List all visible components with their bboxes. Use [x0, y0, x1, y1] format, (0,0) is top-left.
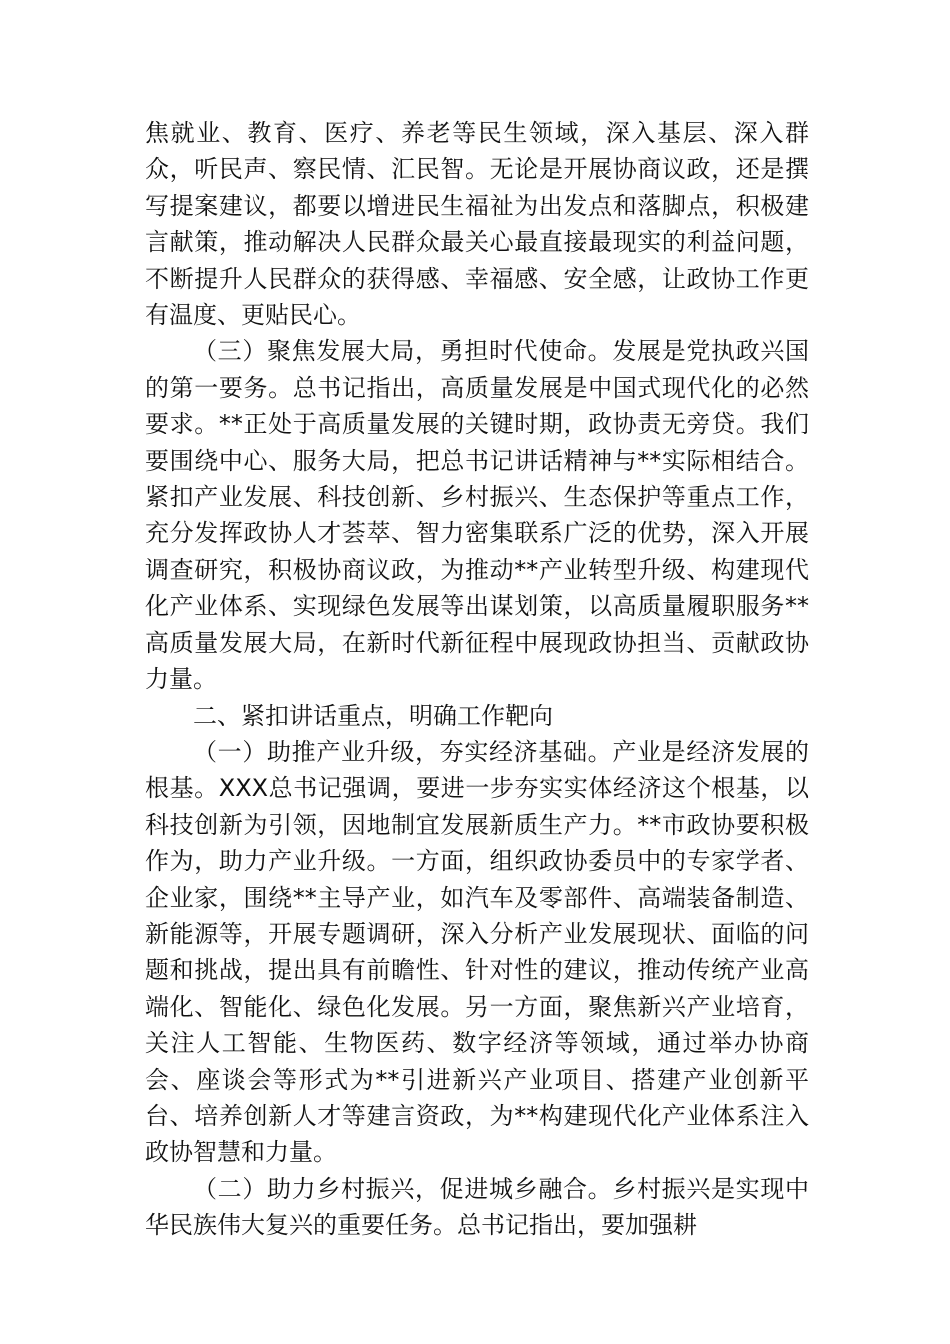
- paragraph-minsheng-continued: 焦就业、教育、医疗、养老等民生领域，深入基层、深入群众，听民声、察民情、汇民智。无论是开展协商议政，还是撰写提案建议，都要以增进民生福祉为出发点和落脚点，积极建言献策，推动解决人民群众最关心最直接最现实的利益问题，不断提升人民群众的获得感、幸福感、安全感，让政协工作更有温度、更贴民心。: [145, 119, 809, 330]
- paragraph-rural-revitalization: （二）助力乡村振兴，促进城乡融合。乡村振兴是实现中华民族伟大复兴的重要任务。总书记指出，要加强耕: [145, 1174, 809, 1240]
- paragraph-industry-upgrade: （一）助推产业升级，夯实经济基础。产业是经济发展的根基。XXX总书记强调，要进一步夯实实体经济这个根基，以科技创新为引领，因地制宜发展新质生产力。**市政协要积极作为，助力产业升级。一方面，组织政协委员中的专家学者、企业家，围绕**主导产业，如汽车及零部件、高端装备制造、新能源等，开展专题调研，深入分析产业发展现状、面临的问题和挑战，提出具有前瞻性、针对性的建议，推动传统产业高端化、智能化、绿色化发展。另一方面，聚焦新兴产业培育，关注人工智能、生物医药、数字经济等领域，通过举办协商会、座谈会等形式为**引进新兴产业项目、搭建产业创新平台、培养创新人才等建言资政，为**构建现代化产业体系注入政协智慧和力量。: [145, 737, 809, 1167]
- paragraph-section-3-development: （三）聚焦发展大局，勇担时代使命。发展是党执政兴国的第一要务。总书记指出，高质量发展是中国式现代化的必然要求。**正处于高质量发展的关键时期，政协责无旁贷。我们要围绕中心、服务大局，把总书记讲话精神与**实际相结合。紧扣产业发展、科技创新、乡村振兴、生态保护等重点工作，充分发挥政协人才荟萃、智力密集联系广泛的优势，深入开展调查研究，积极协商议政，为推动**产业转型升级、构建现代化产业体系、实现绿色发展等出谋划策，以高质量履职服务**高质量发展大局，在新时代新征程中展现政协担当、贡献政协力量。: [145, 337, 809, 694]
- document-body: [145, 115, 809, 1244]
- section-heading-2: 二、紧扣讲话重点，明确工作靶向: [193, 701, 553, 730]
